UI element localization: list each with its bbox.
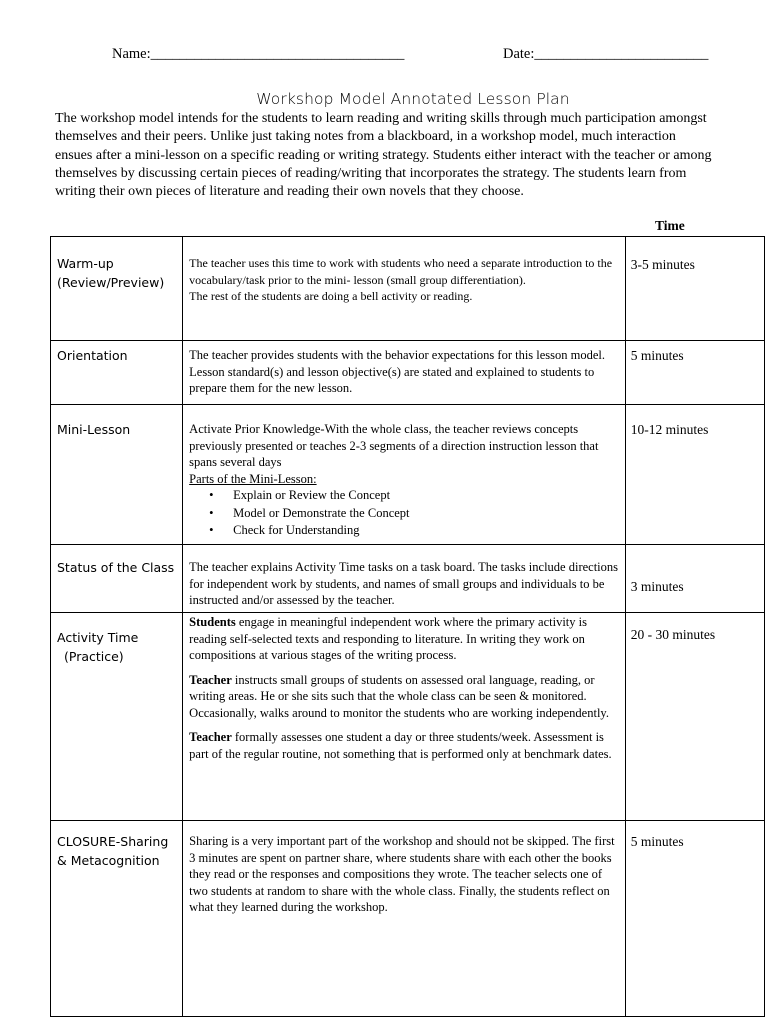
row-label-cell xyxy=(51,237,183,341)
table-row-orientation xyxy=(51,341,765,405)
row-description-cell xyxy=(183,821,626,1017)
bold-lead: Students xyxy=(189,615,236,629)
row-label: Mini-Lesson xyxy=(57,422,131,437)
row-time-cell xyxy=(625,821,764,1017)
row-label-cell xyxy=(51,613,183,821)
activity-teacher-paragraph: Teacher instructs small groups of students on assessed oral language, reading, or writing areas. He or she sits such that the whole class can be seen & monitored. Occasionally, walks around to monitor the students who are working independently. xyxy=(189,672,609,720)
list-item: • Check for Understanding xyxy=(233,522,621,540)
table-row-mini-lesson xyxy=(51,405,765,545)
list-item: • Explain or Review the Concept xyxy=(233,487,621,505)
row-time-cell xyxy=(625,613,764,821)
row-time: 10-12 minutes xyxy=(630,422,709,437)
row-description: The rest of the students are doing a bell activity or reading. xyxy=(189,289,473,303)
name-field[interactable]: Name:___________________________________ xyxy=(112,46,405,62)
lesson-plan-table xyxy=(50,236,765,1017)
row-time: 20 - 30 minutes xyxy=(630,627,716,642)
row-time: 5 minutes xyxy=(630,834,684,849)
row-time: 3 minutes xyxy=(630,579,684,594)
row-description-cell xyxy=(183,237,626,341)
row-time: 3-5 minutes xyxy=(630,257,695,272)
row-description: The teacher uses this time to work with students who need a separate introduction to the vocabulary/task prior to the mini- lesson (small group differentiation). xyxy=(189,256,613,287)
table-row-status xyxy=(51,545,765,613)
row-time-cell xyxy=(625,405,764,545)
row-description: Activate Prior Knowledge-With the whole class, the teacher reviews concepts previously presented or teaches 2-3 segments of a direction instruction lesson that spans several days xyxy=(189,422,599,469)
row-time: 5 minutes xyxy=(630,348,684,363)
name-date-line xyxy=(0,46,768,66)
date-field[interactable]: Date:________________________ xyxy=(503,46,709,62)
row-time-cell xyxy=(625,545,764,613)
row-description-cell xyxy=(183,613,626,821)
table-row-closure xyxy=(51,821,765,1017)
row-time-cell xyxy=(625,237,764,341)
table-row-activity-time xyxy=(51,613,765,821)
bold-lead: Teacher xyxy=(189,730,232,744)
list-item: • Model or Demonstrate the Concept xyxy=(233,505,621,523)
bold-lead: Teacher xyxy=(189,672,232,687)
time-column-header: Time xyxy=(655,218,685,233)
activity-assessment-paragraph: Teacher formally assesses one student a day or three students/week. Assessment is part of the regular routine, not something that is performed only at benchmark dates. xyxy=(189,730,612,761)
table-row-warm-up xyxy=(51,237,765,341)
parts-heading: Parts of the Mini-Lesson: xyxy=(189,471,317,486)
row-description: The teacher explains Activity Time tasks on a task board. The tasks include directions for independent work by students, and names of small groups and individuals to be instructed and/or assessed by the teacher. xyxy=(189,560,619,607)
row-description-cell xyxy=(183,405,626,545)
row-label: Activity Time xyxy=(57,630,139,645)
row-label-cell xyxy=(51,545,183,613)
row-label-cell xyxy=(51,341,183,405)
row-label: Status of the Class xyxy=(57,560,175,575)
row-description-cell xyxy=(183,341,626,405)
row-time-cell xyxy=(625,341,764,405)
row-label: Warm-up xyxy=(57,256,114,271)
row-label-sub: (Review/Preview) xyxy=(57,274,165,290)
activity-students-paragraph: Students engage in meaningful independent work where the primary activity is reading self-selected texts and responding to literature. In writing they work on compositions at various stages of the writing process. xyxy=(189,615,587,662)
row-label: Orientation xyxy=(57,348,128,363)
row-description-cell xyxy=(183,545,626,613)
row-label-cell xyxy=(51,821,183,1017)
intro-paragraph: The workshop model intends for the students to learn reading and writing skills through much participation amongst themselves and their peers. Unlike just taking notes from a blackboard, in a workshop model, much interaction ensues after a mini-lesson on a specific reading or writing strategy. Students either interact with the teacher or among themselves by discussing certain pieces of reading/writing that incorporates the strategy. The students learn from writing their own pieces of literature and reading their own novels that they choose. xyxy=(55,111,712,200)
row-label-sub: (Practice) xyxy=(64,648,124,664)
parts-list xyxy=(189,487,621,540)
row-description: Sharing is a very important part of the workshop and should not be skipped. The first 3 minutes are spent on partner share, where students share with each other the books they read or the responses and compositions they wrote. The teacher selects one of two students at random to share with the whole class. Finally, the students reflect on what they learned during the workshop. xyxy=(189,834,615,914)
row-label-cell xyxy=(51,405,183,545)
row-description: The teacher provides students with the behavior expectations for this lesson model. Lesson standard(s) and lesson objective(s) are stated and explained to students to prepare them for the new lesson. xyxy=(189,348,606,395)
row-label: CLOSURE-Sharing xyxy=(57,834,169,849)
page-title: Workshop Model Annotated Lesson Plan xyxy=(256,90,570,108)
row-label-sub: & Metacognition xyxy=(57,852,160,868)
